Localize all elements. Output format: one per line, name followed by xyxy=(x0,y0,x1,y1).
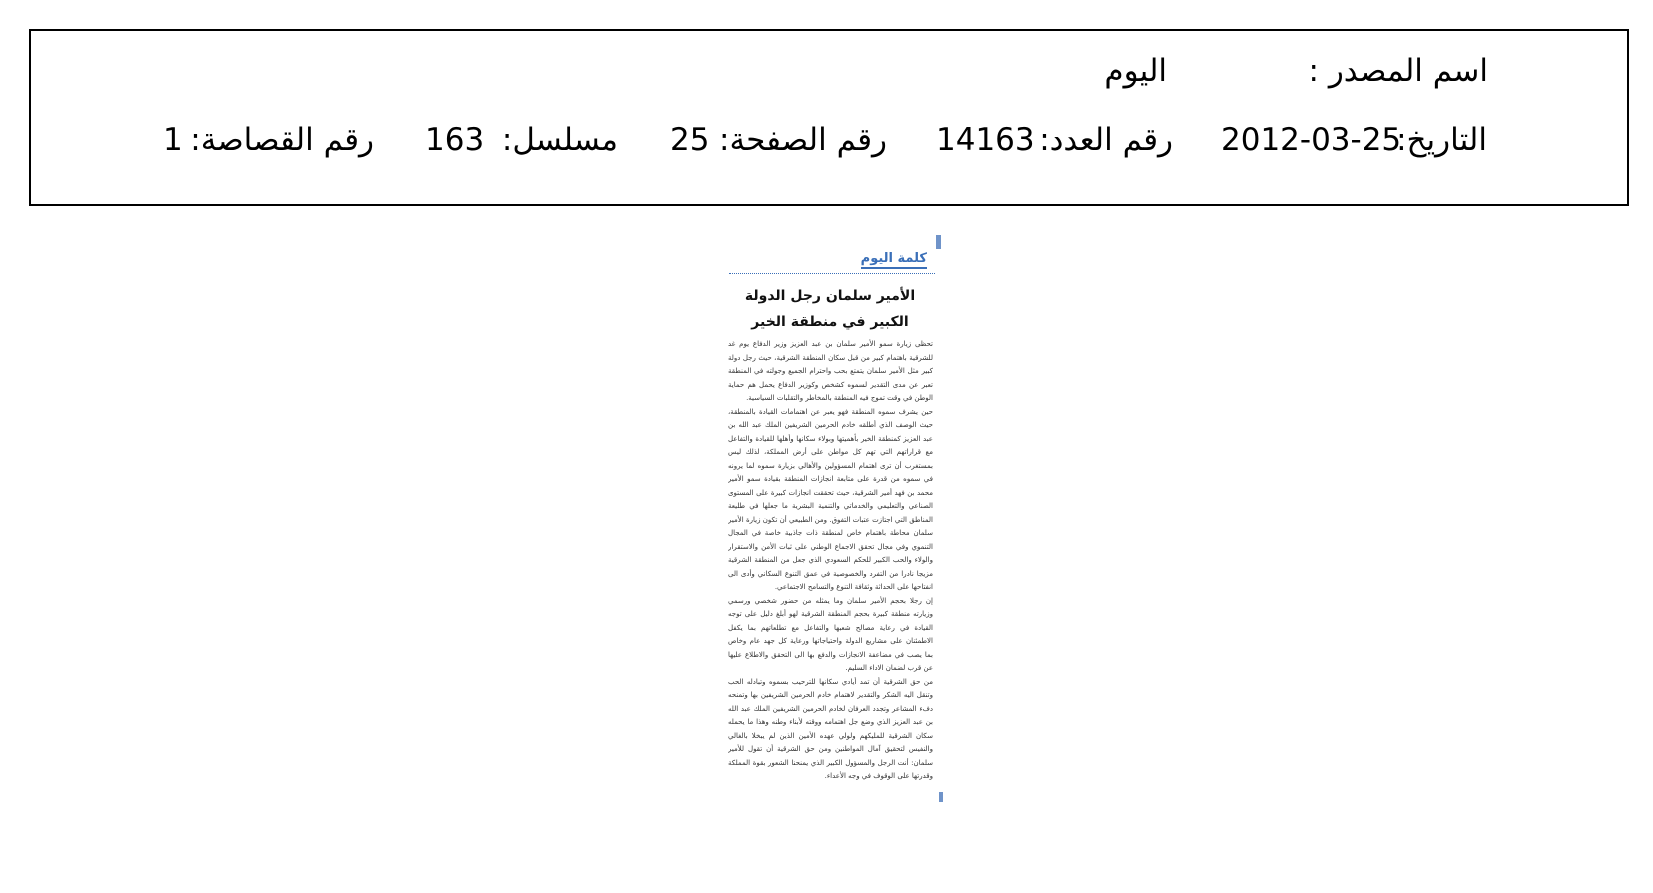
article-paragraph: حين يشرف سموه المنطقة فهو يعبر عن اهتمامات القيادة بالمنطقة، حيث الوصف الذي أطلقه خادم الحرمين الشريفين الملك عبد الله بن عبد العزيز كمنطقة الخير بأهميتها وبولاء سكانها وأهلها للقيادة والتفاعل مع قراراتهم التي تهم كل مواطن على أرض المملكة، لذلك ليس بمستغرب أن ترى اهتمام المسؤولين والأهالي بزيارة سموه لما يرونه في سموه من قدرة على متابعة انجازات المنطقة بقيادة سمو الأمير محمد بن فهد أمير الشرقية، حيث تحققت انجازات كبيرة على المستوى الصناعي والتعليمي والخدماتي والتنمية البشرية ما جعلها في طليعة المناطق التي اجتازت عتبات التفوق. ومن الطبيعي أن تكون زيارة الأمير سلمان محاطة باهتمام خاص لمنطقة ذات جاذبية خاصة في المجال التنموي وفي مجال تحقق الاجماع الوطني على ثبات الأمن والاستقرار والولاء والحب الكبير للحكم السعودي الذي جعل من المنطقة الشرقية مزيجا نادرا من التفرد والخصوصية في عمق التنوع السكاني وأدى الى انفتاحها على الحداثة وثقافة التنوع والتسامح الاجتماعي. xyxy=(728,407,933,591)
article-title-line-2: الكبير في منطقة الخير xyxy=(751,314,909,330)
article-paragraph: تحظى زيارة سمو الأمير سلمان بن عبد العزيز وزير الدفاع يوم غد للشرقية باهتمام كبير من قبل سكان المنطقة الشرقية، حيث رجل دولة كبير مثل الأمير سلمان يتمتع بحب واحترام الجميع وجولته في المنطقة تعبر عن مدى التقدير لسموه كشخص وكوزير الدفاع يحمل هم حماية الوطن في وقت تموج فيه المنطقة بالمخاطر والتقلبات السياسية. xyxy=(728,340,933,402)
clip-end-marker xyxy=(939,792,943,802)
article-title xyxy=(725,283,935,335)
date-value: 2012-03-25 xyxy=(1221,122,1402,158)
section-heading: كلمة اليوم xyxy=(861,251,927,269)
clip-top-marker xyxy=(936,235,941,249)
newspaper-clipping xyxy=(725,243,945,883)
clip-label: رقم القصاصة: xyxy=(190,122,374,158)
article-paragraph: إن رجلا بحجم الأمير سلمان وما يمثله من حضور شخصي ورسمي وزيارته منطقة كبيرة بحجم المنطقة الشرقية لهو أبلغ دليل على توجه القيادة في رعاية مصالح شعبها والتفاعل مع تطلعاتهم بما يكفل الاطمئنان على مشاريع الدولة واحتياجاتها ورعاية كل جهد عام وخاص بما يصب في مضاعفة الانجازات والدفع بها الى التحقق والاطلاع عليها عن قرب لضمان الاداء السليم. xyxy=(728,596,933,672)
source-label: اسم المصدر : xyxy=(1308,53,1488,89)
page-label: رقم الصفحة: xyxy=(719,122,887,158)
serial-value: 163 xyxy=(425,122,485,158)
page-value: 25 xyxy=(670,122,710,158)
issue-value: 14163 xyxy=(936,122,1035,158)
serial-label: مسلسل: xyxy=(501,122,618,158)
clip-value: 1 xyxy=(163,122,183,158)
article-body xyxy=(728,338,933,874)
date-label: التاريخ: xyxy=(1396,122,1487,158)
article-title-line-1: الأمير سلمان رجل الدولة xyxy=(744,288,916,304)
section-divider xyxy=(729,273,935,274)
source-value: اليوم xyxy=(1104,53,1167,89)
article-paragraph: من حق الشرقية أن تمد أيادي سكانها للترحيب بسموه وتبادله الحب وتنقل اليه الشكر والتقدير لاهتمام خادم الحرمين الشريفين بها وتمنحه دفء المشاعر وتجدد العرفان لخادم الحرمين الشريفين الملك عبد الله بن عبد العزيز الذي وضع جل اهتمامه ووقته لأبناء وطنه وهذا ما يحمله سكان الشرقية للمليكهم ولولي عهده الأمين الذين لم يبخلا بالغالي والنفيس لتحقيق آمال المواطنين ومن حق الشرقية أن تقول للأمير سلمان: أنت الرجل والمسؤول الكبير الذي يمنحنا الشعور بقوة المملكة وقدرتها على الوقوف في وجه الأعداء. xyxy=(728,677,933,780)
issue-label: رقم العدد: xyxy=(1039,122,1173,158)
